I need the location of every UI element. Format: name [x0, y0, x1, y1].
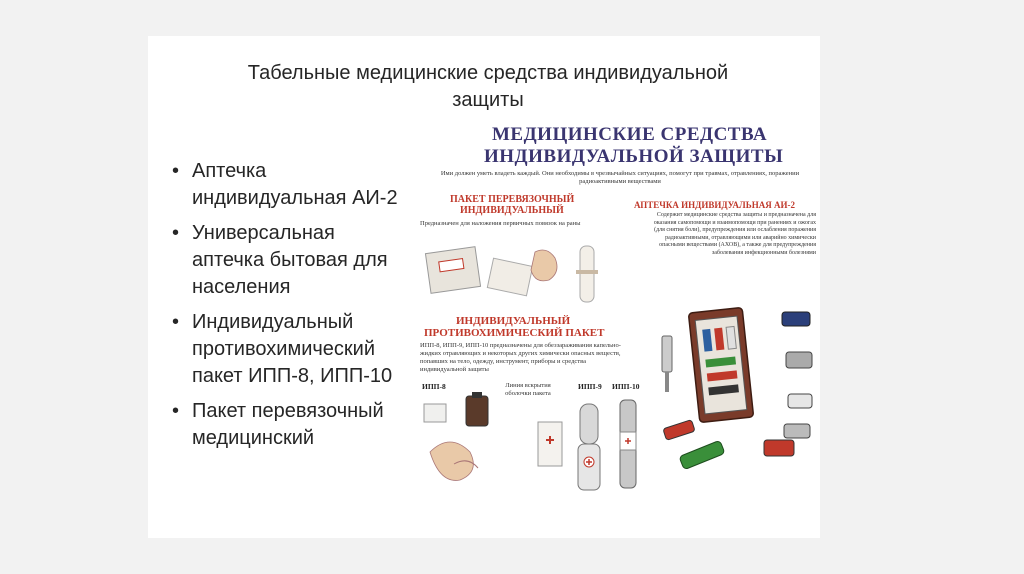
ipp-title-line1: ИНДИВИДУАЛЬНЫЙ	[456, 315, 571, 327]
bandage-title-line2: ИНДИВИДУАЛЬНЫЙ	[460, 205, 564, 216]
bullet-text-line: медицинский	[192, 427, 315, 449]
bullet-text-line: населения	[192, 276, 291, 298]
bullet-item	[162, 309, 424, 390]
ipp-illustration	[420, 392, 650, 504]
bullet-item	[162, 158, 424, 212]
poster-heading-line1: МЕДИЦИНСКИЕ СРЕДСТВА	[492, 124, 768, 145]
slide-title-line1: Табельные медицинские средства индивидуальной	[247, 62, 729, 84]
bullet-item	[162, 398, 424, 452]
bullet-text-line: Универсальная	[192, 222, 335, 244]
bullet-dot: •	[172, 400, 180, 422]
label-ipp8: ИПП-8	[422, 382, 446, 391]
poster-image	[416, 120, 818, 506]
bullet-dot: •	[172, 311, 180, 333]
slide	[148, 36, 820, 538]
poster-heading-line2: ИНДИВИДУАЛЬНОЙ ЗАЩИТЫ	[484, 146, 784, 167]
bullet-text-line: противохимический	[192, 338, 375, 360]
label-ipp10: ИПП-10	[612, 382, 640, 391]
bullet-dot: •	[172, 160, 180, 182]
bullet-text-line: индивидуальная АИ-2	[192, 187, 398, 209]
bullet-text-line: аптечка бытовая для	[192, 249, 388, 271]
slide-title	[178, 60, 798, 114]
ipp-title-line2: ПРОТИВОХИМИЧЕСКИЙ ПАКЕТ	[424, 327, 605, 339]
bandage-title-line1: ПАКЕТ ПЕРЕВЯЗОЧНЫЙ	[450, 194, 575, 205]
bandage-text: Предназначен для наложения первичных повязок на раны	[420, 220, 581, 227]
slide-title-line2: защиты	[452, 89, 524, 111]
bullet-text-line: пакет ИПП-8, ИПП-10	[192, 365, 393, 387]
bandage-illustration	[420, 232, 620, 316]
ai2-kit-illustration	[654, 306, 818, 502]
ipp-text: ИПП-8, ИПП-9, ИПП-10 предназначены для обеззараживания капельно-жидких отравляющих и некоторых других химически опасных веществ, попавших на тело, одежду, инструмент, приборы и средства индивидуальной защиты	[420, 342, 621, 373]
bullet-item	[162, 220, 424, 301]
bullet-dot: •	[172, 222, 180, 244]
label-opening-line: Линия вскрытия оболочки пакета	[505, 382, 551, 397]
bullet-list	[162, 158, 424, 460]
poster-intro: Ими должен уметь владеть каждый. Они необходимы в чрезвычайных ситуациях, помогут при травмах, отравлениях, поражении радиоактивными веществами	[440, 170, 800, 185]
label-ipp9: ИПП-9	[578, 382, 602, 391]
bullet-text-line: Аптечка	[192, 160, 267, 182]
ai2-text: Содержит медицинские средства защиты и предназначена для оказания самопомощи и взаимопомощи при ранениях и ожогах (для снятия боли), предупреждения или ослабления поражения радиоактивными, отравляющими или аварийно химически опасными веществами (АХОВ), а также для предупреждения заболевания инфекционными болезнями	[653, 212, 816, 256]
ai2-title: АПТЕЧКА ИНДИВИДУАЛЬНАЯ АИ-2	[634, 200, 795, 210]
bullet-text-line: Пакет перевязочный	[192, 400, 384, 422]
bullet-text-line: Индивидуальный	[192, 311, 354, 333]
